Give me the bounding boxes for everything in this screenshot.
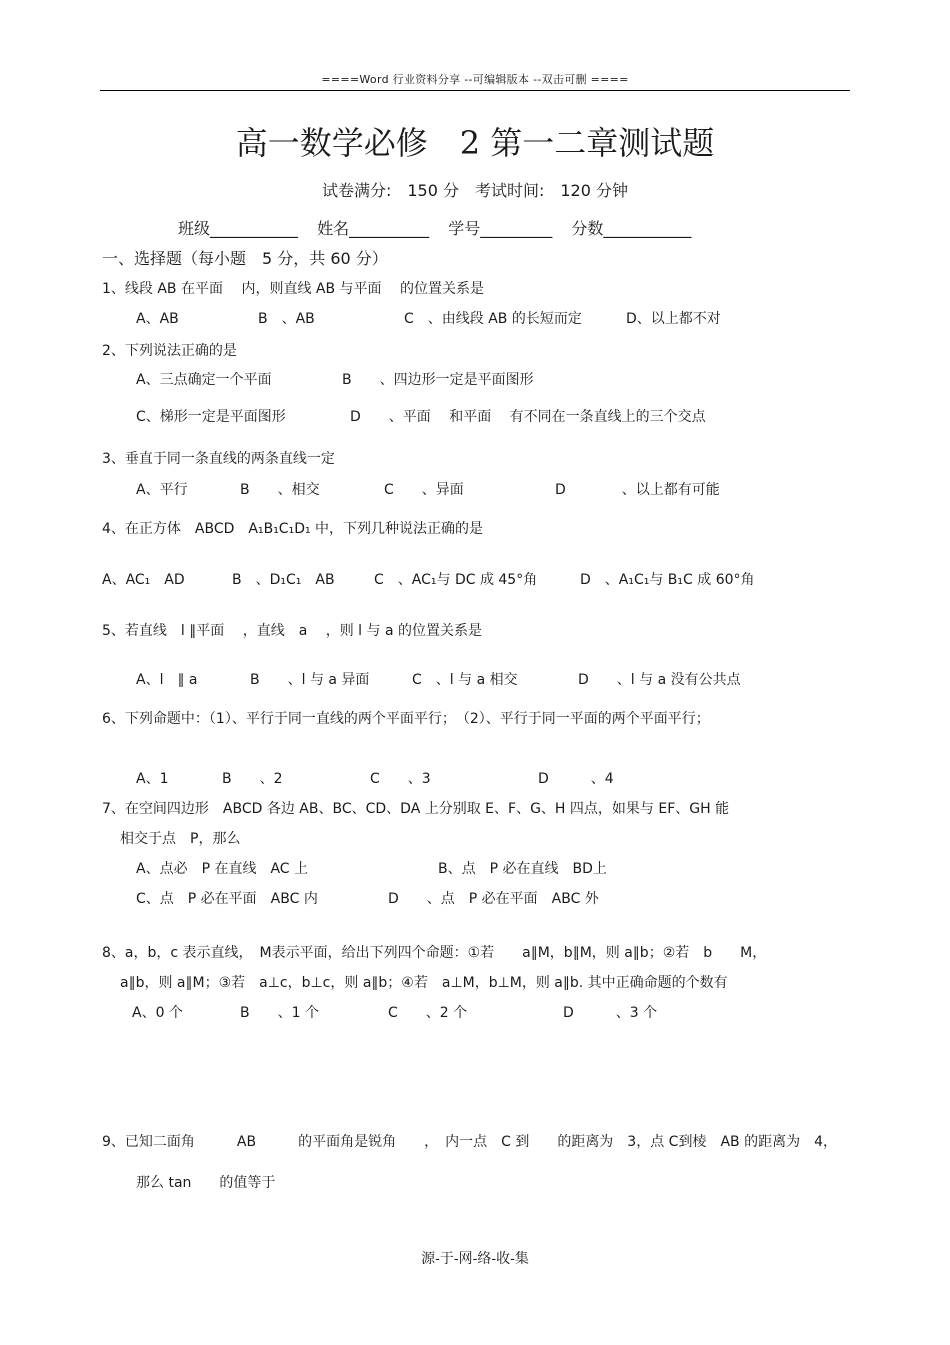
header-divider — [100, 90, 850, 91]
question-8-option-d: D 、3 个 — [563, 1005, 658, 1021]
question-5-option-a: A、l ∥ a — [136, 672, 198, 688]
question-7-option-c: C、点 P 必在平面 ABC 内 — [136, 891, 318, 907]
question-2-option-b: B 、四边形一定是平面图形 — [342, 372, 534, 388]
question-2-option-d: D 、平面 和平面 有不同在一条直线上的三个交点 — [350, 409, 706, 425]
page-footer: 源-于-网-络-收-集 — [421, 1251, 529, 1267]
question-8-line-1: 8、a，b，c 表示直线， M表示平面，给出下列四个命题：①若 a∥M，b∥M，则 a∥b；②若 b M， — [102, 945, 767, 961]
question-4-option-d: D 、A₁C₁与 B₁C 成 60°角 — [580, 572, 755, 588]
question-7-stem-continued: 相交于点 P，那么 — [120, 831, 241, 847]
question-2-option-a: A、三点确定一个平面 — [136, 372, 272, 388]
question-6-option-a: A、1 — [136, 771, 169, 787]
question-4-stem: 4、在正方体 ABCD A₁B₁C₁D₁ 中，下列几种说法正确的是 — [102, 521, 484, 537]
question-4-option-c: C 、AC₁与 DC 成 45°角 — [374, 572, 538, 588]
question-4-option-b: B 、D₁C₁ AB — [232, 572, 335, 588]
question-6-option-d: D 、4 — [538, 771, 614, 787]
question-2-option-c: C、梯形一定是平面图形 — [136, 409, 286, 425]
question-6-option-c: C 、3 — [370, 771, 431, 787]
question-3-option-d: D 、以上都有可能 — [555, 482, 720, 498]
student-fields — [178, 216, 705, 239]
question-6-option-b: B 、2 — [222, 771, 283, 787]
section-heading: 一、选择题（每小题 5 分，共 60 分） — [102, 249, 388, 268]
score-field: 分数___________ — [571, 219, 692, 238]
question-8-option-c: C 、2 个 — [388, 1005, 468, 1021]
question-4-option-a: A、AC₁ AD — [102, 572, 185, 588]
question-6-stem: 6、下列命题中：（1）、平行于同一直线的两个平面平行； （2）、平行于同一平面的两个平面平行； — [102, 711, 710, 727]
name-field: 姓名__________ — [317, 219, 430, 238]
question-8-line-2: a∥b，则 a∥M；③若 a⊥c，b⊥c，则 a∥b；④若 a⊥M，b⊥M，则 a∥b. 其中正确命题的个数有 — [120, 975, 728, 991]
question-3-option-a: A、平行 — [136, 482, 188, 498]
question-1-stem: 1、线段 AB 在平面 内，则直线 AB 与平面 的位置关系是 — [102, 281, 484, 297]
question-7-stem: 7、在空间四边形 ABCD 各边 AB、BC、CD、DA 上分别取 E、F、G、H 四点，如果与 EF、GH 能 — [102, 801, 730, 817]
question-1-option-c: C 、由线段 AB 的长短而定 — [404, 311, 582, 327]
question-3-option-b: B 、相交 — [240, 482, 320, 498]
question-5-option-d: D 、l 与 a 没有公共点 — [578, 672, 741, 688]
question-5-option-c: C 、l 与 a 相交 — [412, 672, 518, 688]
question-5-stem: 5、若直线 l ∥平面 ，直线 a ，则 l 与 a 的位置关系是 — [102, 623, 482, 639]
question-7-option-b: B、点 P 必在直线 BD上 — [438, 861, 607, 877]
question-7-option-d: D 、点 P 必在平面 ABC 外 — [388, 891, 599, 907]
student-id-field: 学号_________ — [448, 219, 553, 238]
question-9-line-2: 那么 tan 的值等于 — [136, 1175, 276, 1191]
question-5-option-b: B 、l 与 a 异面 — [250, 672, 370, 688]
page-header: ====Word 行业资料分享 --可编辑版本 --双击可删 ==== — [321, 73, 629, 86]
document-title: 高一数学必修 2 第一二章测试题 — [235, 124, 715, 162]
question-1-option-d: D、以上都不对 — [626, 311, 721, 327]
question-1-option-b: B 、AB — [258, 311, 315, 327]
exam-info: 试卷满分: 150 分 考试时间: 120 分钟 — [321, 181, 629, 200]
question-2-stem: 2、下列说法正确的是 — [102, 343, 237, 359]
question-3-stem: 3、垂直于同一条直线的两条直线一定 — [102, 451, 335, 467]
class-field: 班级___________ — [178, 219, 299, 238]
question-7-option-a: A、点必 P 在直线 AC 上 — [136, 861, 309, 877]
question-8-option-a: A、0 个 — [132, 1005, 183, 1021]
question-3-option-c: C 、异面 — [384, 482, 464, 498]
question-1-option-a: A、AB — [136, 311, 179, 327]
question-8-option-b: B 、1 个 — [240, 1005, 319, 1021]
question-9-line-1: 9、已知二面角 AB 的平面角是锐角 ， 内一点 C 到 的距离为 3，点 C到棱 AB 的距离为 4， — [102, 1134, 837, 1150]
